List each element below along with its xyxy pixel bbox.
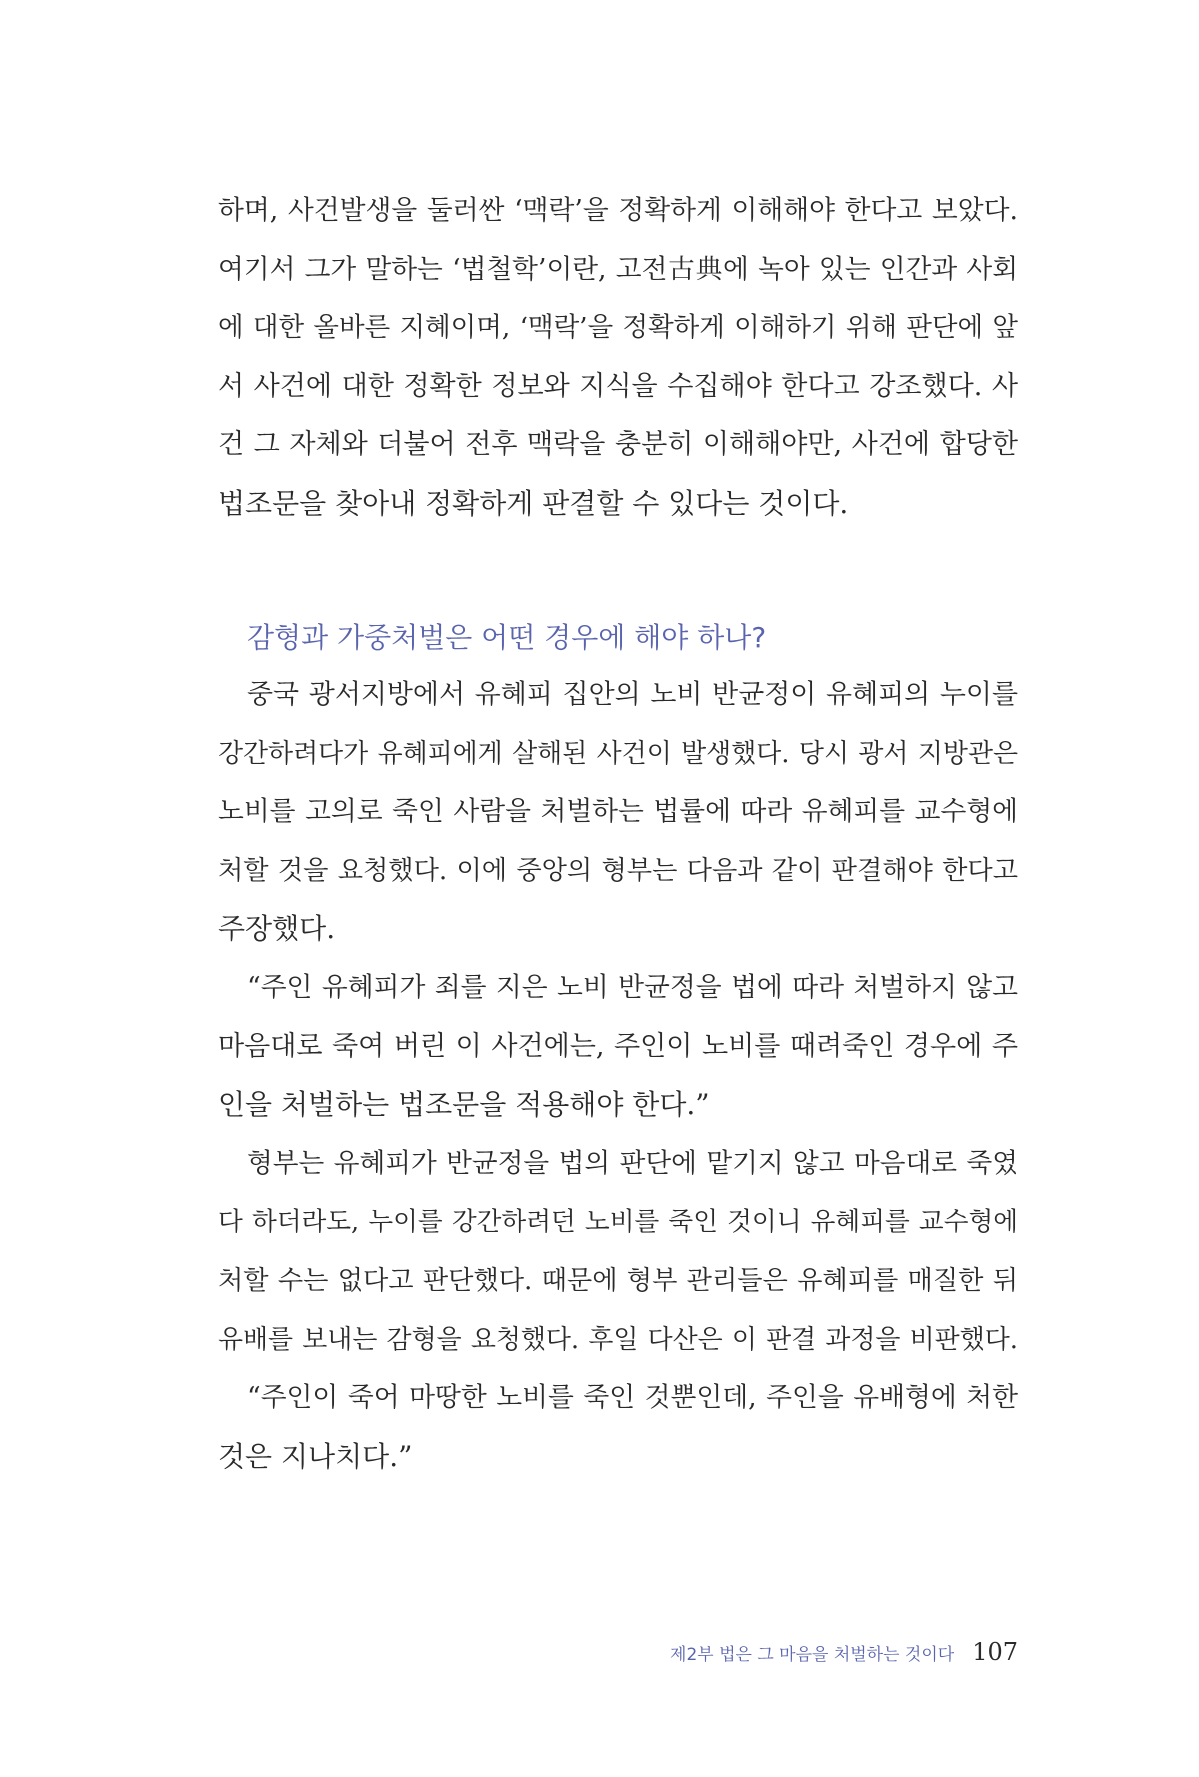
text-line: 주장했다. bbox=[218, 912, 336, 946]
text-line: 강간하려다가 유혜피에게 살해된 사건이 발생했다. 당시 광서 지방관은 bbox=[218, 738, 1018, 769]
section-heading: 감형과 가중처벌은 어떤 경우에 해야 하나? bbox=[247, 621, 767, 654]
text-line: 처할 것을 요청했다. 이에 중앙의 형부는 다음과 같이 판결해야 한다고 bbox=[218, 855, 1018, 886]
text-line: 다 하더라도, 누이를 강간하려던 노비를 죽인 것이니 유혜피를 교수형에 bbox=[218, 1207, 1018, 1238]
quote-line: “주인이 죽어 마땅한 노비를 죽인 것뿐인데, 주인을 유배형에 처한 bbox=[247, 1382, 1018, 1414]
text-line: 서 사건에 대한 정확한 정보와 지식을 수집해야 한다고 강조했다. 사 bbox=[218, 370, 1018, 402]
text-line: 법조문을 찾아내 정확하게 판결할 수 있다는 것이다. bbox=[218, 486, 849, 520]
text-line: 건 그 자체와 더불어 전후 맥락을 충분히 이해해야만, 사건에 합당한 bbox=[218, 429, 1018, 461]
text-line: 형부는 유혜피가 반균정을 법의 판단에 맡기지 않고 마음대로 죽였 bbox=[247, 1147, 1018, 1179]
text-line: 유배를 보내는 감형을 요청했다. 후일 다산은 이 판결 과정을 비판했다. bbox=[218, 1324, 1018, 1355]
paragraph-block-main bbox=[218, 666, 1018, 1486]
text-line: 여기서 그가 말하는 ‘법철학’이란, 고전古典에 녹아 있는 인간과 사회 bbox=[218, 253, 1018, 285]
quote-line: “주인 유혜피가 죄를 지은 노비 반균정을 법에 따라 처벌하지 않고 bbox=[247, 971, 1018, 1003]
running-footer bbox=[670, 1638, 1018, 1666]
quote-line: 것은 지나치다.” bbox=[218, 1439, 413, 1473]
text-line: 에 대한 올바른 지혜이며, ‘맥락’을 정확하게 이해하기 위해 판단에 앞 bbox=[218, 312, 1018, 344]
text-line: 노비를 고의로 죽인 사람을 처벌하는 법률에 따라 유혜피를 교수형에 bbox=[218, 796, 1018, 828]
paragraph-block-top bbox=[218, 182, 1018, 534]
page-number: 107 bbox=[972, 1638, 1018, 1666]
text-line: 중국 광서지방에서 유혜피 집안의 노비 반균정이 유혜피의 누이를 bbox=[247, 679, 1018, 710]
text-line: 처할 수는 없다고 판단했다. 때문에 형부 관리들은 유혜피를 매질한 뒤 bbox=[218, 1265, 1018, 1296]
footer-section-title: 제2부 법은 그 마음을 처벌하는 것이다 bbox=[670, 1645, 955, 1665]
quote-line: 인을 처벌하는 법조문을 적용해야 한다.” bbox=[218, 1088, 710, 1122]
quote-line: 마음대로 죽여 버린 이 사건에는, 주인이 노비를 때려죽인 경우에 주 bbox=[218, 1030, 1018, 1062]
text-line: 하며, 사건발생을 둘러싼 ‘맥락’을 정확하게 이해해야 한다고 보았다. bbox=[218, 195, 1018, 226]
